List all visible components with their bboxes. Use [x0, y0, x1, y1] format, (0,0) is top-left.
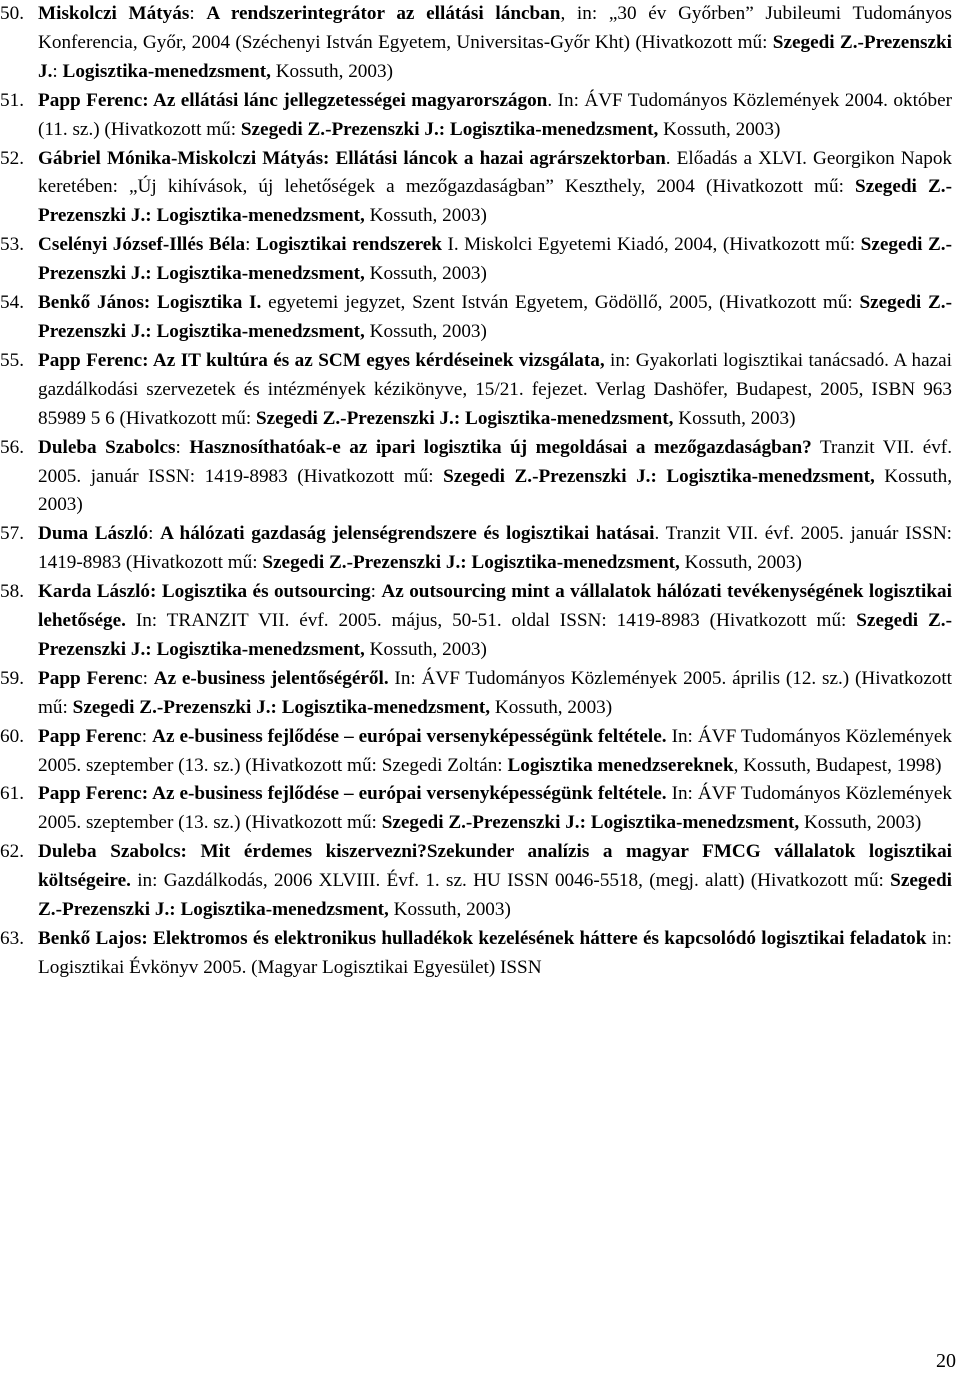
- reference-text: [38, 90, 952, 140]
- reference-segment: Kossuth, 2003): [364, 638, 487, 660]
- reference-bold-segment: Duleba Szabolcs: Mit érdemes kiszervezni?Szekunder analízis a magyar FMCG vállalatok logisztikai költségeire.: [38, 841, 952, 892]
- reference-text: [38, 841, 952, 920]
- reference-segment: in: Gazdálkodás, 2006 XLVIII. Évf. 1. sz. HU ISSN 0046-5518, (megj. alatt) (Hivatkozott mű:: [130, 870, 891, 892]
- reference-text: [38, 668, 952, 718]
- reference-number: 54.: [0, 292, 24, 314]
- reference-number: 56.: [0, 436, 24, 458]
- reference-number: 50.: [0, 3, 24, 24]
- reference-segment: Kossuth, 2003): [673, 407, 796, 429]
- reference-item: [0, 723, 960, 781]
- reference-segment: Kossuth, 2003): [270, 60, 393, 82]
- reference-item: [0, 87, 960, 145]
- reference-bold-segment: Logisztika menedzsereknek: [507, 754, 734, 776]
- reference-bold-segment: Logisztika-menedzsment,: [62, 60, 271, 82]
- reference-item: [0, 520, 960, 578]
- reference-segment: In: TRANZIT VII. évf. 2005. május, 50-51. oldal ISSN: 1419-8983 (Hivatkozott mű:: [125, 610, 857, 632]
- reference-bold-segment: Az e-business jelentőségéről.: [153, 667, 389, 689]
- reference-segment: Kossuth, 2003): [364, 320, 487, 342]
- reference-bold-segment: Gábriel Mónika-Miskolczi Mátyás: Ellátási láncok a hazai agrárszektorban: [38, 147, 666, 169]
- reference-bold-segment: Szegedi Z.-Prezenszki J.: Logisztika-menedzsment,: [381, 812, 800, 834]
- reference-bold-segment: Duleba Szabolcs: [38, 436, 176, 458]
- reference-segment: In: ÁVF Tudományos Közlemények 2005. április (12. sz.) (Hivatkozott mű:: [38, 667, 952, 718]
- reference-item: [0, 665, 960, 723]
- reference-bold-segment: Szegedi Z.-Prezenszki J.: Logisztika-menedzsment,: [38, 870, 952, 921]
- reference-text: [38, 437, 952, 516]
- reference-segment: I. Miskolci Egyetemi Kiadó, 2004, (Hivatkozott mű:: [441, 234, 861, 256]
- reference-number: 52.: [0, 147, 24, 169]
- reference-segment: , Kossuth, Budapest, 1998): [733, 754, 942, 776]
- reference-item: [0, 838, 960, 925]
- reference-bold-segment: A hálózati gazdaság jelenségrendszere és logisztikai hatásai: [160, 523, 655, 545]
- reference-bold-segment: Szegedi Z.-Prezenszki J.: Logisztika-menedzsment,: [38, 176, 952, 227]
- reference-segment: Kossuth, 2003): [364, 205, 487, 227]
- reference-text: [38, 292, 952, 342]
- reference-number: 57.: [0, 523, 24, 545]
- reference-segment: Kossuth, 2003): [679, 552, 802, 574]
- reference-bold-segment: Benkő János: Logisztika I.: [38, 292, 262, 314]
- reference-segment: in: Gyakorlati logisztikai tanácsadó. A hazai gazdálkodási szervezetek és intézmények kézikönyve, 15/21. fejezet. Verlag Dashöfer, Budapest, 2005, ISBN 963 85989 5 6 (Hivatkozott mű:: [38, 349, 953, 429]
- reference-bold-segment: Szegedi Z.-Prezenszki J.: Logisztika-menedzsment,: [262, 552, 680, 574]
- reference-bold-segment: Szegedi Z.-Prezenszki J.: Logisztika-menedzsment,: [72, 696, 491, 718]
- reference-text: [38, 726, 952, 776]
- reference-number: 55.: [0, 349, 24, 371]
- reference-bold-segment: Cselényi József-Illés Béla: [38, 234, 246, 256]
- reference-bold-segment: Szegedi Z.-Prezenszki J.: Logisztika-menedzsment,: [255, 407, 674, 429]
- reference-item: [0, 780, 960, 838]
- reference-number: 51.: [0, 89, 24, 111]
- reference-text: [38, 3, 952, 82]
- reference-segment: In: ÁVF Tudományos Közlemények 2005. szeptember (13. sz.) (Hivatkozott mű: Szegedi Zoltán:: [38, 725, 952, 776]
- reference-segment: in: Logisztikai Évkönyv 2005. (Magyar Logisztikai Egyesület) ISSN: [38, 928, 952, 978]
- reference-segment: . In: ÁVF Tudományos Közlemények 2004. október (11. sz.) (Hivatkozott mű:: [38, 89, 952, 140]
- reference-bold-segment: Benkő Lajos: Elektromos és elektronikus hulladékok kezelésének háttere és kapcsolódó logisztikai feladatok: [38, 928, 927, 949]
- reference-segment: Kossuth, 2003): [799, 812, 922, 834]
- reference-segment: Kossuth, 2003): [364, 263, 487, 285]
- reference-segment: Kossuth, 2003): [38, 465, 952, 516]
- reference-segment: :: [141, 725, 153, 747]
- page-number: 20: [936, 1350, 956, 1372]
- reference-segment: Kossuth, 2003): [388, 899, 511, 921]
- reference-item: [0, 0, 960, 87]
- reference-bold-segment: Papp Ferenc: Az IT kultúra és az SCM egyes kérdéseinek vizsgálata,: [38, 349, 605, 371]
- reference-segment: egyetemi jegyzet, Szent István Egyetem, Gödöllő, 2005, (Hivatkozott mű:: [261, 292, 860, 314]
- reference-bold-segment: Duma László: [38, 523, 149, 545]
- reference-text: [38, 783, 952, 833]
- reference-segment: . Előadás a XLVI. Georgikon Napok keretében: „Új kihívások, új lehetőségek a mezőgazdaságban” Keszthely, 2004 (Hivatkozott mű:: [38, 147, 953, 198]
- reference-bold-segment: Papp Ferenc: Az ellátási lánc jellegzetességei magyarországon: [38, 89, 548, 111]
- reference-bold-segment: Az e-business fejlődése – európai versenyképességünk feltétele.: [152, 725, 667, 747]
- reference-segment: :: [148, 523, 161, 545]
- reference-segment: :: [142, 667, 154, 689]
- reference-bold-segment: Szegedi Z.-Prezenszki J.: Logisztika-menedzsment,: [38, 610, 952, 660]
- reference-segment: :: [189, 3, 207, 24]
- reference-item: [0, 578, 960, 665]
- reference-bold-segment: A rendszerintegrátor az ellátási láncban: [206, 3, 561, 24]
- reference-bold-segment: Hasznosíthatóak-e az ipari logisztika új megoldásai a mezőgazdaságban?: [189, 436, 812, 458]
- reference-segment: :: [245, 234, 256, 256]
- reference-bold-segment: Papp Ferenc: [38, 667, 143, 689]
- reference-bold-segment: Logisztikai rendszerek: [255, 234, 442, 256]
- reference-text: [38, 523, 952, 573]
- reference-item: [0, 925, 960, 983]
- reference-bold-segment: Papp Ferenc: [38, 725, 142, 747]
- reference-segment: . Tranzit VII. évf. 2005. január ISSN: 1419-8983 (Hivatkozott mű:: [38, 523, 953, 574]
- reference-segment: , in: „30 év Győrben” Jubileumi Tudományos Konferencia, Győr, 2004 (Széchenyi István Egyetem, Universitas-Győr Kht) (Hivatkozott mű:: [38, 3, 952, 53]
- reference-text: [38, 928, 952, 978]
- reference-number: 53.: [0, 234, 24, 256]
- reference-text: [38, 581, 952, 660]
- reference-bold-segment: Karda László: Logisztika és outsourcing: [38, 581, 371, 603]
- reference-bold-segment: Szegedi Z.-Prezenszki J.: Logisztika-menedzsment,: [38, 234, 952, 285]
- reference-item: [0, 289, 960, 347]
- reference-segment: :: [52, 60, 63, 82]
- reference-item: [0, 434, 960, 521]
- reference-bold-segment: Az outsourcing mint a vállalatok hálózati tevékenységének logisztikai lehetősége.: [38, 581, 952, 632]
- reference-bold-segment: Miskolczi Mátyás: [38, 3, 190, 24]
- reference-segment: Kossuth, 2003): [490, 696, 613, 718]
- reference-segment: Kossuth, 2003): [658, 118, 781, 140]
- reference-segment: :: [370, 581, 382, 603]
- reference-segment: Tranzit VII. évf. 2005. január ISSN: 1419-8983 (Hivatkozott mű:: [38, 436, 952, 487]
- reference-text: [38, 350, 952, 429]
- reference-number: 58.: [0, 581, 24, 603]
- reference-text: [38, 148, 952, 227]
- reference-bold-segment: Szegedi Z.-Prezenszki J.: Logisztika-menedzsment,: [443, 465, 875, 487]
- reference-bold-segment: Papp Ferenc: Az e-business fejlődése – európai versenyképességünk feltétele.: [38, 783, 667, 805]
- reference-number: 60.: [0, 725, 24, 747]
- reference-item: [0, 231, 960, 289]
- reference-bold-segment: Szegedi Z.-Prezenszki J.: [38, 31, 952, 82]
- reference-item: [0, 145, 960, 232]
- reference-segment: In: ÁVF Tudományos Közlemények 2005. szeptember (13. sz.) (Hivatkozott mű:: [38, 783, 952, 834]
- reference-number: 59.: [0, 667, 24, 689]
- reference-number: 61.: [0, 783, 24, 805]
- reference-number: 63.: [0, 928, 24, 949]
- reference-text: [38, 234, 952, 284]
- reference-item: [0, 347, 960, 434]
- reference-bold-segment: Szegedi Z.-Prezenszki J.: Logisztika-menedzsment,: [38, 292, 952, 342]
- reference-segment: :: [175, 436, 190, 458]
- reference-bold-segment: Szegedi Z.-Prezenszki J.: Logisztika-menedzsment,: [240, 118, 659, 140]
- reference-number: 62.: [0, 841, 24, 863]
